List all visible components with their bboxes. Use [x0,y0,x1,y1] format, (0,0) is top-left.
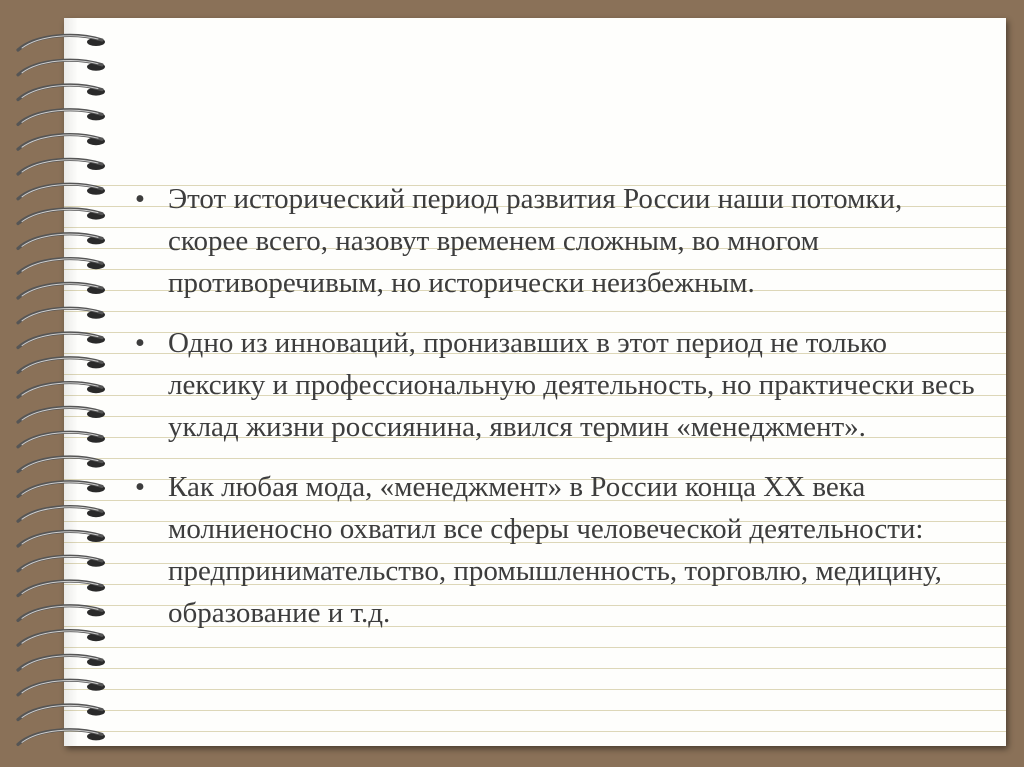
spiral-ring [18,432,105,447]
spiral-ring [18,259,105,274]
spiral-ring [18,110,105,125]
spiral-ring [18,457,105,472]
spiral-ring [18,705,105,720]
spiral-ring [18,680,105,695]
slide-content [128,178,988,652]
spiral-ring [18,35,105,50]
spiral-ring [18,159,105,174]
spiral-ring [18,234,105,249]
spiral-ring [18,85,105,100]
spiral-ring [18,655,105,670]
spiral-ring [18,631,105,646]
spiral-ring [18,556,105,571]
bullet-list [128,178,988,634]
bullet-item-3 [128,466,988,634]
spiral-ring [18,184,105,199]
spiral-ring [18,531,105,546]
spiral-binding-icon [6,22,116,752]
spiral-ring [18,135,105,150]
bullet-text-1: Этот исторический период развития России наши потомки, скорее всего, назовут временем сложным, во многом противоречивым, но исторически неизбежным. [168,183,903,299]
bullet-dot-icon: • [134,471,146,503]
spiral-ring [18,333,105,348]
spiral-ring [18,283,105,298]
spiral-ring [18,383,105,398]
spiral-ring [18,730,105,745]
bullet-dot-icon: • [134,183,146,215]
spiral-ring [18,407,105,422]
spiral-ring [18,581,105,596]
bullet-item-1 [128,178,988,304]
spiral-ring [18,209,105,224]
spiral-ring [18,308,105,323]
spiral-ring [18,606,105,621]
bullet-dot-icon: • [134,327,146,359]
bullet-text-2: Одно из инноваций, пронизавших в этот период не только лексику и профессиональную деятельность, но практически весь уклад жизни россиянина, явился термин «менеджмент». [168,327,975,443]
spiral-ring [18,482,105,497]
spiral-ring [18,358,105,373]
bullet-item-2 [128,322,988,448]
spiral-ring [18,60,105,75]
bullet-text-3: Как любая мода, «менеджмент» в России конца XX века молниеносно охватил все сферы человеческой деятельности: предпринимательство, промышленность, торговлю, медицину, образование и т.д. [168,471,942,629]
spiral-ring [18,507,105,522]
